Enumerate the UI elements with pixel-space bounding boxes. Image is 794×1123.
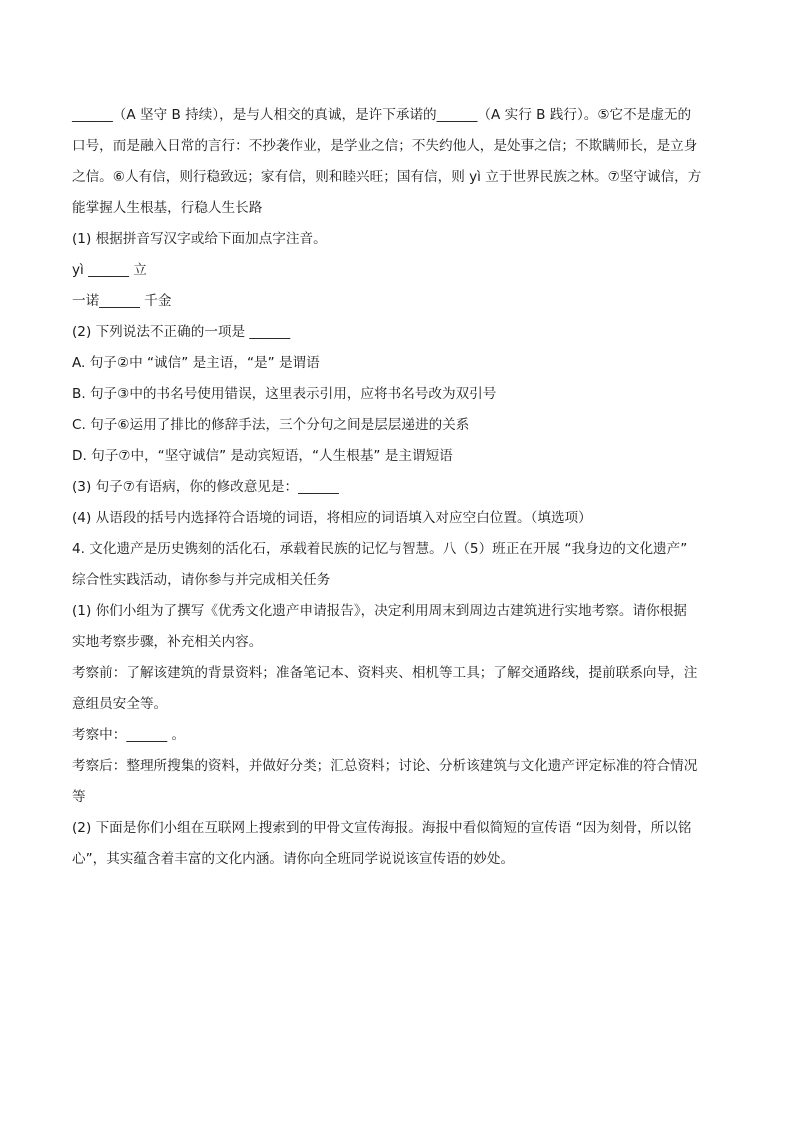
option-a: A. 句子②中 “诚信” 是主语，“是” 是谓语 xyxy=(72,355,320,371)
option-b: B. 句子③中的书名号使用错误，这里表示引用，应将书名号改为双引号 xyxy=(72,386,497,402)
option-c: C. 句子⑥运用了排比的修辞手法，三个分句之间是层层递进的关系 xyxy=(72,417,470,433)
task-1-prompt: 实地考察步骤，补充相关内容。 xyxy=(72,634,263,650)
question-1-item-a: yì ______ 立 xyxy=(72,262,147,278)
before-survey-text: 考察前：了解该建筑的背景资料；准备笔记本、资料夹、相机等工具；了解交通路线，提前联系向导，注 xyxy=(72,665,698,681)
option-d: D. 句子⑦中，“坚守诚信” 是动宾短语，“人生根基” 是主谓短语 xyxy=(72,448,453,464)
before-survey-text: 意组员安全等。 xyxy=(72,696,168,712)
document-page xyxy=(72,100,724,875)
question-1-item-b: 一诺______ 千金 xyxy=(72,293,172,309)
paragraph-line: 口号，而是融入日常的言行：不抄袭作业，是学业之信；不失约他人，是处事之信；不欺瞒师长，是立身 xyxy=(72,138,698,154)
task-1-prompt: (1) 你们小组为了撰写《优秀文化遗产申请报告》，决定利用周末到周边古建筑进行实地考察。请你根据 xyxy=(72,603,687,619)
paragraph-line: 之信。⑥人有信，则行稳致远；家有信，则和睦兴旺；国有信，则 yì 立于世界民族之林。⑦坚守诚信，方 xyxy=(72,169,702,185)
question-3-prompt: (3) 句子⑦有语病，你的修改意见是：______ xyxy=(72,479,339,495)
task-2-prompt: (2) 下面是你们小组在互联网上搜索到的甲骨文宣传海报。海报中看似简短的宣传语 “因为刻骨，所以铭 xyxy=(72,820,692,836)
question-4-prompt: (4) 从语段的括号内选择符合语境的词语，将相应的词语填入对应空白位置。（填选项） xyxy=(72,510,592,526)
question-2-prompt: (2) 下列说法不正确的一项是 ______ xyxy=(72,324,291,340)
paragraph-line: 能掌握人生根基，行稳人生长路 xyxy=(72,200,263,216)
after-survey-text: 考察后：整理所搜集的资料，并做好分类；汇总资料；讨论、分析该建筑与文化遗产评定标准的符合情况 xyxy=(72,758,698,774)
question-1-prompt: (1) 根据拼音写汉字或给下面加点字注音。 xyxy=(72,231,327,247)
task-2-prompt: 心”，其实蕴含着丰富的文化内涵。请你向全班同学说说该宣传语的妙处。 xyxy=(72,851,515,867)
paragraph-line: ______（A 坚守 B 持续），是与人相交的真诚，是许下承诺的______（A 实行 B 践行）。⑤它不是虚无的 xyxy=(72,107,692,123)
during-survey-text: 考察中：______ 。 xyxy=(72,727,186,743)
after-survey-text: 等 xyxy=(72,789,86,805)
section-4-intro: 4. 文化遗产是历史镌刻的活化石，承载着民族的记忆与智慧。八（5）班正在开展 “我身边的文化遗产” xyxy=(72,541,688,557)
section-4-intro: 综合性实践活动，请你参与并完成相关任务 xyxy=(72,572,331,588)
